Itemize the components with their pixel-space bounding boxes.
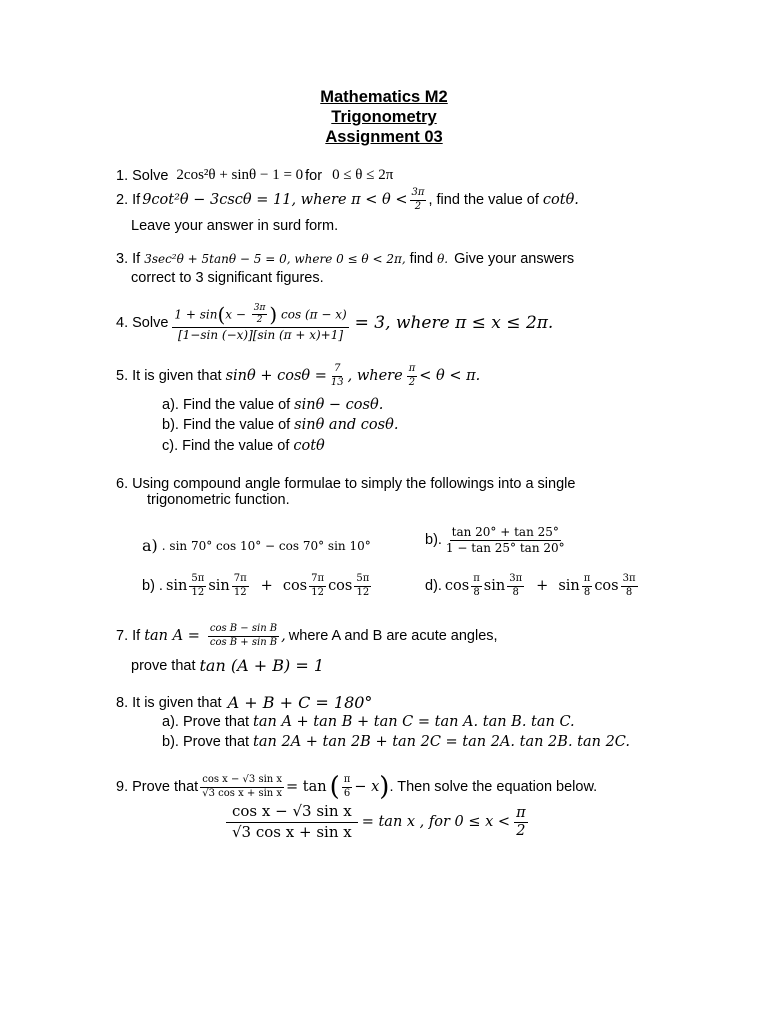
q5-part-c <box>162 438 325 454</box>
q6-c-frac-4 <box>354 574 371 598</box>
q6-part-c <box>142 574 373 598</box>
q6-part-b-label: b). <box>425 532 442 549</box>
q9-equation <box>224 804 530 841</box>
q6-part-b <box>425 526 569 554</box>
q6-d-frac-1 <box>471 574 482 598</box>
q5-range-end: < θ < π. <box>419 368 481 384</box>
q5-range-denominator: 2 <box>408 376 416 388</box>
q6-c-cos-1: cos <box>282 578 308 594</box>
q8-part-a <box>162 714 575 730</box>
q9-big-range-denominator: 2 <box>516 822 526 839</box>
q6-c-frac-2 <box>232 574 249 598</box>
q6-line1: 6. Using compound angle formulae to simply the followings into a single <box>116 476 576 492</box>
q4-label: 4. Solve <box>116 314 169 331</box>
q5-part-b-math: sinθ and cosθ. <box>294 417 399 433</box>
q6-c-cos-2: cos <box>328 578 353 594</box>
q1-range: 0 ≤ θ ≤ 2π <box>332 167 394 183</box>
q1-number: 1. Solve <box>116 167 169 184</box>
q5-part-a <box>162 397 383 413</box>
q4-denominator: [1−sin (−x)][sin (π + x)+1] <box>177 327 344 342</box>
q5-range-numerator: π <box>407 364 418 377</box>
q4-inner-numerator: 3π <box>252 304 268 315</box>
q6-c-sin-2: sin <box>208 578 230 594</box>
q5-frac-denominator: 13 <box>330 376 344 388</box>
q9-inner-fraction <box>342 775 353 799</box>
q6-c-frac-4-den: 12 <box>356 586 370 598</box>
q5-part-a-math: sinθ − cosθ. <box>294 397 384 413</box>
q9-tail: . Then solve the equation below. <box>389 779 598 795</box>
q4-numerator: 1 + sin(x − $\frac{3\pi}{2}$ ) cos (π − x) <box>174 302 347 327</box>
q5-part-a-text: a). Find the value of <box>162 397 291 413</box>
q2-frac-denominator: 2 <box>414 200 422 212</box>
question-9: 9. Prove that $\frac{\text{cos x − √3 sin x}}{\text{√3 cos x + sin x}}$ = tan ( $\frac{\pi}{6}$ − x ) . Then solve the equation below. <box>116 772 598 802</box>
q6-d-frac-4-den: 8 <box>625 586 633 598</box>
q9-equals-tan: = tan <box>286 779 327 795</box>
question-7 <box>116 624 498 648</box>
q6-part-c-label: b) . <box>142 578 163 594</box>
q5-where: , where <box>347 368 403 384</box>
question-2 <box>116 188 579 212</box>
q4-inner-fraction <box>252 304 268 326</box>
q7-line2-text: prove that <box>131 657 196 674</box>
q8-part-b-text: b). Prove that <box>162 734 250 750</box>
q6-d-frac-4 <box>621 574 638 598</box>
question-8 <box>116 693 372 712</box>
q9-intro: 9. Prove that <box>116 779 199 795</box>
q6-part-b-numerator: tan 20° + tan 25° <box>451 525 559 539</box>
q8-equation: A + B + C = 180° <box>227 693 373 712</box>
q4-num-b: x − <box>225 307 246 322</box>
q8-intro: 8. It is given that <box>116 694 222 711</box>
q5-frac-numerator: 7 <box>332 364 342 377</box>
q6-d-frac-4-num: 3π <box>621 574 638 587</box>
q6-part-b-fraction <box>444 526 567 554</box>
q7-intro: 7. If <box>116 628 141 644</box>
q6-c-frac-3 <box>309 574 326 598</box>
q9-inner-tail: − x <box>354 779 380 795</box>
q7-line2 <box>131 656 324 675</box>
q2-line2: Leave your answer in surd form. <box>131 218 339 234</box>
q5-equation: sinθ + cosθ = <box>225 368 327 384</box>
q3-line2: correct to 3 significant figures. <box>131 270 324 286</box>
q9-inner-numerator: π <box>342 775 353 788</box>
q7-tail: where A and B are acute angles, <box>288 628 498 644</box>
q6-line2: trigonometric function. <box>147 492 290 508</box>
q2-frac-numerator: 3π <box>410 188 427 201</box>
q3-equation: 3sec²θ + 5tanθ − 5 = 0, where 0 ≤ θ < 2π, <box>144 252 406 266</box>
q3-tail-math: θ. <box>437 252 449 266</box>
q9-big-numerator: cos x − √3 sin x <box>226 804 358 823</box>
q6-part-b-denominator: 1 − tan 25° tan 20° <box>445 540 565 555</box>
question-3 <box>116 251 574 267</box>
q6-d-cos-2: cos <box>594 578 619 594</box>
q6-d-frac-3-den: 8 <box>583 586 591 598</box>
q1-equation: 2cos²θ + sinθ − 1 = 0 <box>176 167 304 183</box>
q6-d-frac-2 <box>507 574 524 598</box>
q6-part-a-label: a) <box>142 536 158 555</box>
q9-big-rhs: = tan x , for 0 ≤ x < <box>361 814 511 831</box>
q9-big-range-numerator: π <box>514 806 528 823</box>
question-1 <box>116 167 393 184</box>
q8-part-a-text: a). Prove that <box>162 714 250 730</box>
q7-frac-numerator: cos B − sin B <box>208 624 279 637</box>
q8-part-b <box>162 734 630 750</box>
q6-d-frac-1-num: π <box>471 574 482 587</box>
q6-d-frac-1-den: 8 <box>473 586 480 598</box>
course-title: Mathematics M2 <box>320 88 448 106</box>
q4-num-c: cos (π − x) <box>281 307 347 322</box>
q9-fraction <box>200 775 284 799</box>
q6-d-frac-2-num: 3π <box>507 574 524 587</box>
q6-d-sin-2: sin <box>558 578 580 594</box>
q6-d-sin-1: sin <box>483 578 506 594</box>
q4-inner-denominator: 2 <box>256 315 263 326</box>
q4-num-a: 1 + sin <box>174 307 218 322</box>
q6-d-frac-3-num: π <box>582 574 593 587</box>
q7-frac-denominator: cos B + sin B <box>209 636 278 648</box>
q7-comma: , <box>281 628 286 644</box>
q2-number: 2. If <box>116 192 141 208</box>
q9-frac-numerator: cos x − √3 sin x <box>200 775 284 788</box>
q7-line2-math: tan (A + B) = 1 <box>199 656 324 675</box>
q4-fraction <box>172 304 348 341</box>
q6-c-frac-1 <box>189 574 206 598</box>
q3-tail: find <box>409 251 434 267</box>
q6-d-frac-2-den: 8 <box>512 586 519 598</box>
q6-part-a-expression: . sin 70° cos 10° − cos 70° sin 10° <box>161 538 371 553</box>
q6-d-plus: + <box>536 578 549 594</box>
q4-rhs: = 3, where π ≤ x ≤ 2π. <box>354 312 554 333</box>
q2-tail-math: cotθ. <box>542 192 579 208</box>
q3-tail2: Give your answers <box>454 251 575 267</box>
q7-fraction <box>208 624 279 648</box>
q5-range-fraction <box>407 364 418 388</box>
q2-fraction <box>410 188 427 212</box>
q5-part-b <box>162 417 398 433</box>
q5-part-c-text: c). Find the value of <box>162 438 290 454</box>
q9-big-denominator: √3 cos x + sin x <box>232 822 352 841</box>
q1-for: for <box>305 167 323 184</box>
q6-part-a <box>142 536 371 555</box>
q6-c-plus: + <box>260 578 273 594</box>
q6-part-d <box>425 574 640 598</box>
q6-c-sin-1: sin <box>165 578 188 594</box>
q6-c-frac-1-num: 5π <box>189 574 206 587</box>
q3-number: 3. If <box>116 251 141 267</box>
q6-d-frac-3 <box>582 574 593 598</box>
q6-c-frac-2-num: 7π <box>232 574 249 587</box>
q8-part-b-math: tan 2A + tan 2B + tan 2C = tan 2A. tan 2B. tan 2C. <box>253 734 630 750</box>
q7-lhs: tan A = <box>144 628 200 644</box>
q6-c-frac-2-den: 12 <box>233 586 247 598</box>
q6-part-d-label: d). <box>425 578 442 594</box>
q6-c-frac-3-den: 12 <box>311 586 324 598</box>
q5-fraction <box>329 364 346 388</box>
topic-title: Trigonometry <box>331 108 437 126</box>
question-5 <box>116 364 480 388</box>
q5-part-c-math: cotθ <box>293 438 325 454</box>
q5-part-b-text: b). Find the value of <box>162 417 291 433</box>
q2-tail: , find the value of <box>428 192 539 208</box>
q5-intro: 5. It is given that <box>116 368 222 384</box>
q6-c-frac-1-den: 12 <box>191 586 205 598</box>
assignment-title: Assignment 03 <box>325 128 443 146</box>
q9-frac-denominator: √3 cos x + sin x <box>202 787 283 799</box>
q9-big-fraction <box>226 804 358 841</box>
q6-c-frac-3-num: 7π <box>309 574 326 587</box>
q2-equation: 9cot²θ − 3cscθ = 11, where π < θ < <box>142 192 408 208</box>
q6-c-frac-4-num: 5π <box>354 574 371 587</box>
q8-part-a-math: tan A + tan B + tan C = tan A. tan B. tan C. <box>253 714 575 730</box>
q9-big-range-fraction <box>514 806 528 839</box>
q6-d-cos-1: cos <box>444 578 470 594</box>
q9-inner-denominator: 6 <box>343 787 351 799</box>
question-4 <box>116 304 553 341</box>
